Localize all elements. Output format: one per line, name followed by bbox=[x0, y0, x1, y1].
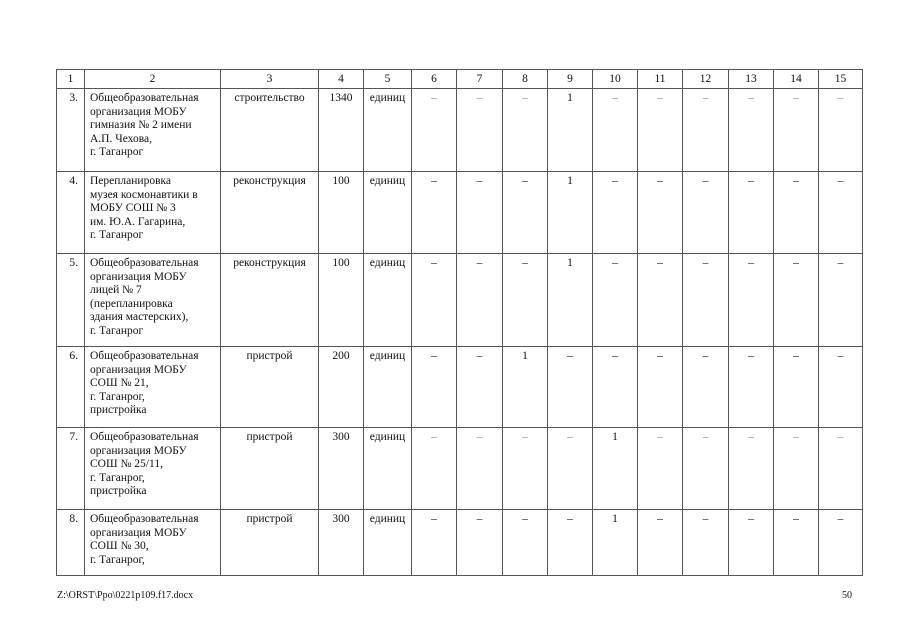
year-cell: – bbox=[503, 89, 548, 172]
work-type: пристрой bbox=[221, 510, 319, 576]
object-name bbox=[85, 428, 221, 510]
year-cell: – bbox=[548, 510, 593, 576]
header-cell: 11 bbox=[638, 70, 683, 89]
object-name-line: здания мастерских), bbox=[90, 311, 189, 324]
object-name-line: им. Ю.А. Гагарина, bbox=[90, 215, 186, 228]
object-name-line: г. Таганрог bbox=[90, 324, 144, 337]
header-cell: 3 bbox=[221, 70, 319, 89]
unit-label: единиц bbox=[364, 510, 412, 576]
year-cell: – bbox=[412, 254, 457, 347]
year-cell: – bbox=[819, 428, 863, 510]
object-name-line: Общеобразовательная bbox=[90, 257, 199, 269]
year-cell: – bbox=[683, 89, 729, 172]
year-cell: – bbox=[638, 510, 683, 576]
object-name-line: Общеобразовательная bbox=[90, 350, 199, 362]
year-cell: – bbox=[819, 254, 863, 347]
object-name-line: г. Таганрог, bbox=[90, 471, 145, 484]
row-number: 5. bbox=[57, 254, 85, 347]
year-cell: – bbox=[593, 254, 638, 347]
year-cell: – bbox=[774, 510, 819, 576]
object-name-line: (перепланировка bbox=[90, 297, 173, 310]
work-type: пристрой bbox=[221, 428, 319, 510]
capacity-value: 200 bbox=[319, 347, 364, 428]
table-row bbox=[57, 428, 863, 510]
year-cell: – bbox=[774, 428, 819, 510]
object-name-line: организация МОБУ bbox=[90, 363, 187, 376]
year-cell: – bbox=[548, 347, 593, 428]
year-cell: – bbox=[457, 172, 503, 254]
year-cell: – bbox=[503, 428, 548, 510]
year-cell: – bbox=[729, 347, 774, 428]
object-name-line: организация МОБУ bbox=[90, 270, 187, 283]
year-cell: – bbox=[729, 254, 774, 347]
object-name-line: Перепланировка bbox=[90, 175, 172, 187]
header-cell: 7 bbox=[457, 70, 503, 89]
object-name bbox=[85, 347, 221, 428]
year-cell: – bbox=[412, 347, 457, 428]
unit-label: единиц bbox=[364, 254, 412, 347]
object-name-line: СОШ № 25/11, bbox=[90, 458, 163, 471]
header-cell: 4 bbox=[319, 70, 364, 89]
year-cell: – bbox=[729, 172, 774, 254]
footer-page-number: 50 bbox=[842, 590, 852, 601]
object-name bbox=[85, 89, 221, 172]
row-number: 8. bbox=[57, 510, 85, 576]
object-name-line: организация МОБУ bbox=[90, 444, 187, 457]
row-number: 4. bbox=[57, 172, 85, 254]
unit-label: единиц bbox=[364, 428, 412, 510]
year-cell: – bbox=[819, 510, 863, 576]
year-cell: – bbox=[683, 254, 729, 347]
header-cell: 5 bbox=[364, 70, 412, 89]
year-cell: – bbox=[683, 347, 729, 428]
object-name bbox=[85, 510, 221, 576]
year-cell: – bbox=[457, 347, 503, 428]
year-cell: – bbox=[729, 428, 774, 510]
footer-file-path: Z:\ORST\Ppo\0221p109.f17.docx bbox=[57, 590, 194, 601]
year-cell: – bbox=[638, 428, 683, 510]
year-cell: – bbox=[457, 254, 503, 347]
year-cell: – bbox=[638, 254, 683, 347]
object-name-line: г. Таганрог bbox=[90, 146, 144, 159]
object-name-line: Общеобразовательная bbox=[90, 513, 199, 525]
year-cell: – bbox=[638, 89, 683, 172]
header-cell: 9 bbox=[548, 70, 593, 89]
object-name-line: музея космонавтики в bbox=[90, 188, 198, 201]
header-cell: 15 bbox=[819, 70, 863, 89]
object-name-line: А.П. Чехова, bbox=[90, 132, 152, 145]
year-cell: – bbox=[457, 510, 503, 576]
object-name-line: г. Таганрог, bbox=[90, 553, 145, 566]
table-row bbox=[57, 172, 863, 254]
year-cell: – bbox=[503, 172, 548, 254]
object-name-line: СОШ № 21, bbox=[90, 377, 149, 390]
object-name-line: гимназия № 2 имени bbox=[90, 119, 192, 132]
capacity-value: 100 bbox=[319, 172, 364, 254]
table-row bbox=[57, 254, 863, 347]
year-cell: – bbox=[729, 89, 774, 172]
unit-label: единиц bbox=[364, 172, 412, 254]
header-cell: 12 bbox=[683, 70, 729, 89]
year-cell: – bbox=[774, 172, 819, 254]
table-row bbox=[57, 89, 863, 172]
capacity-value: 1340 bbox=[319, 89, 364, 172]
header-cell: 8 bbox=[503, 70, 548, 89]
object-name-line: Общеобразовательная bbox=[90, 431, 199, 443]
row-number: 7. bbox=[57, 428, 85, 510]
year-cell: 1 bbox=[593, 510, 638, 576]
year-cell: – bbox=[729, 510, 774, 576]
header-cell: 10 bbox=[593, 70, 638, 89]
year-cell: 1 bbox=[548, 254, 593, 347]
work-type: реконструкция bbox=[221, 254, 319, 347]
year-cell: – bbox=[638, 347, 683, 428]
header-cell: 1 bbox=[57, 70, 85, 89]
year-cell: – bbox=[819, 347, 863, 428]
year-cell: – bbox=[593, 172, 638, 254]
object-name-line: г. Таганрог, bbox=[90, 390, 145, 403]
year-cell: 1 bbox=[548, 172, 593, 254]
year-cell: – bbox=[412, 510, 457, 576]
year-cell: – bbox=[774, 89, 819, 172]
object-name-line: СОШ № 30, bbox=[90, 540, 149, 553]
object-name-line: организация МОБУ bbox=[90, 526, 187, 539]
year-cell: – bbox=[638, 172, 683, 254]
year-cell: – bbox=[503, 510, 548, 576]
unit-label: единиц bbox=[364, 347, 412, 428]
year-cell: – bbox=[593, 89, 638, 172]
capacity-value: 300 bbox=[319, 510, 364, 576]
object-name-line: организация МОБУ bbox=[90, 105, 187, 118]
object-name-line: лицей № 7 bbox=[90, 284, 142, 297]
work-type: реконструкция bbox=[221, 172, 319, 254]
object-name bbox=[85, 172, 221, 254]
header-cell: 14 bbox=[774, 70, 819, 89]
year-cell: – bbox=[503, 254, 548, 347]
year-cell: 1 bbox=[503, 347, 548, 428]
data-table bbox=[56, 69, 863, 576]
object-name bbox=[85, 254, 221, 347]
year-cell: – bbox=[412, 89, 457, 172]
work-type: пристрой bbox=[221, 347, 319, 428]
header-cell: 13 bbox=[729, 70, 774, 89]
object-name-line: пристройка bbox=[90, 485, 147, 498]
year-cell: – bbox=[683, 428, 729, 510]
capacity-value: 300 bbox=[319, 428, 364, 510]
object-name-line: пристройка bbox=[90, 404, 147, 417]
object-name-line: г. Таганрог bbox=[90, 229, 144, 242]
year-cell: 1 bbox=[593, 428, 638, 510]
year-cell: – bbox=[819, 172, 863, 254]
year-cell: – bbox=[412, 172, 457, 254]
table-row bbox=[57, 510, 863, 576]
year-cell: – bbox=[683, 172, 729, 254]
year-cell: – bbox=[548, 428, 593, 510]
year-cell: – bbox=[412, 428, 457, 510]
row-number: 3. bbox=[57, 89, 85, 172]
header-cell: 2 bbox=[85, 70, 221, 89]
object-name-line: МОБУ СОШ № 3 bbox=[90, 202, 176, 215]
table-row bbox=[57, 347, 863, 428]
row-number: 6. bbox=[57, 347, 85, 428]
object-name-line: Общеобразовательная bbox=[90, 92, 199, 104]
capacity-value: 100 bbox=[319, 254, 364, 347]
year-cell: – bbox=[457, 89, 503, 172]
header-cell: 6 bbox=[412, 70, 457, 89]
year-cell: – bbox=[774, 254, 819, 347]
header-row bbox=[57, 70, 863, 89]
unit-label: единиц bbox=[364, 89, 412, 172]
work-type: строительство bbox=[221, 89, 319, 172]
year-cell: – bbox=[457, 428, 503, 510]
year-cell: – bbox=[593, 347, 638, 428]
year-cell: 1 bbox=[548, 89, 593, 172]
year-cell: – bbox=[819, 89, 863, 172]
year-cell: – bbox=[774, 347, 819, 428]
year-cell: – bbox=[683, 510, 729, 576]
